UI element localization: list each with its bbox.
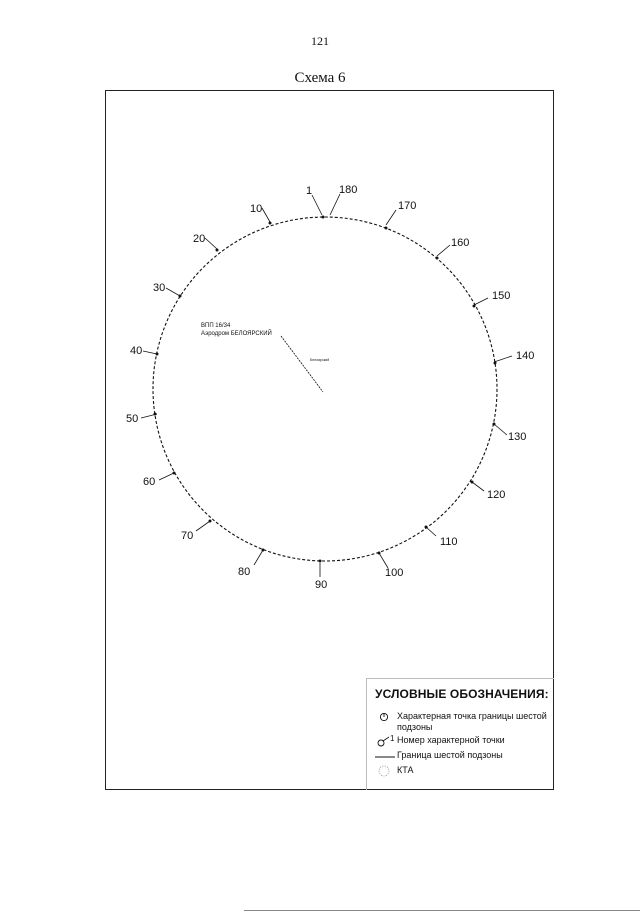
leader-1	[312, 195, 322, 215]
point-mark	[378, 552, 381, 555]
point-mark	[209, 520, 212, 523]
tick-label-130: 130	[508, 431, 527, 443]
point-mark	[319, 560, 322, 563]
point-mark	[216, 249, 219, 252]
tick-label-20: 20	[193, 233, 206, 245]
tick-label-40: 40	[130, 345, 143, 357]
tick-label-120: 120	[487, 489, 506, 501]
leader-120	[472, 482, 484, 491]
tick-label-90: 90	[315, 579, 328, 591]
point-mark	[322, 216, 325, 219]
point-mark	[269, 222, 272, 225]
point-mark	[425, 526, 428, 529]
legend-text-point-number: Номер характерной точки	[397, 735, 505, 745]
tick-label-1: 1	[306, 185, 313, 197]
tick-label-160: 160	[451, 237, 470, 249]
tick-label-110: 110	[440, 536, 458, 548]
leader-150	[474, 298, 488, 305]
point-number-marker: 1	[390, 735, 395, 743]
leader-40	[143, 351, 157, 354]
point-mark	[154, 413, 157, 416]
leader-170	[386, 210, 396, 225]
leader-130	[494, 424, 507, 435]
leader-70	[196, 521, 210, 531]
airport-small-label: Белоярский	[310, 358, 330, 362]
runway-label-line1: ВПП 16/34	[201, 323, 231, 329]
leader-30	[166, 288, 180, 296]
legend	[366, 678, 554, 790]
point-mark	[179, 295, 182, 298]
leader-160	[437, 245, 450, 256]
leader-80	[254, 550, 263, 565]
tick-label-80: 80	[238, 566, 251, 578]
legend-text-characteristic-point: Характерная точка границы шестой подзоны	[397, 711, 547, 732]
point-mark	[494, 362, 497, 365]
page-number: 121	[311, 34, 329, 48]
tick-label-30: 30	[153, 282, 166, 294]
tick-label-140: 140	[516, 350, 535, 362]
tick-label-170: 170	[398, 200, 417, 212]
leader-10	[262, 208, 270, 222]
leader-60	[159, 473, 174, 480]
leader-180	[330, 194, 340, 215]
tick-label-10: 10	[250, 203, 263, 215]
tick-label-150: 150	[492, 290, 511, 302]
characteristic-points	[154, 216, 497, 563]
leader-140	[494, 356, 512, 362]
point-mark	[471, 481, 474, 484]
tick-label-50: 50	[126, 413, 139, 425]
point-mark	[436, 257, 439, 260]
kta-icon	[375, 765, 397, 777]
scheme-title: Схема 6	[294, 70, 346, 86]
leader-110	[426, 527, 436, 536]
tick-label-100: 100	[385, 567, 404, 579]
tick-label-60: 60	[143, 476, 156, 488]
runway-label-line2: Аэродром БЕЛОЯРСКИЙ	[201, 331, 272, 337]
leader-100	[379, 553, 388, 568]
point-mark	[262, 549, 265, 552]
legend-text-boundary: Граница шестой подзоны	[397, 750, 503, 760]
zone-boundary-circle	[153, 217, 497, 561]
characteristic-point-icon	[375, 711, 397, 723]
point-mark	[493, 423, 496, 426]
point-mark	[156, 353, 159, 356]
tick-label-180: 180	[339, 184, 358, 196]
point-mark	[385, 227, 388, 230]
point-mark	[473, 305, 476, 308]
leader-20	[205, 238, 217, 249]
point-number-icon	[375, 735, 397, 747]
boundary-line-icon	[375, 750, 397, 762]
scan-edge-line	[244, 910, 640, 911]
legend-title: УСЛОВНЫЕ ОБОЗНАЧЕНИЯ:	[375, 687, 549, 701]
tick-label-70: 70	[181, 530, 194, 542]
point-mark	[173, 472, 176, 475]
tick-labels	[126, 184, 534, 591]
runway-line	[281, 336, 323, 392]
legend-text-kta: КТА	[397, 765, 414, 775]
